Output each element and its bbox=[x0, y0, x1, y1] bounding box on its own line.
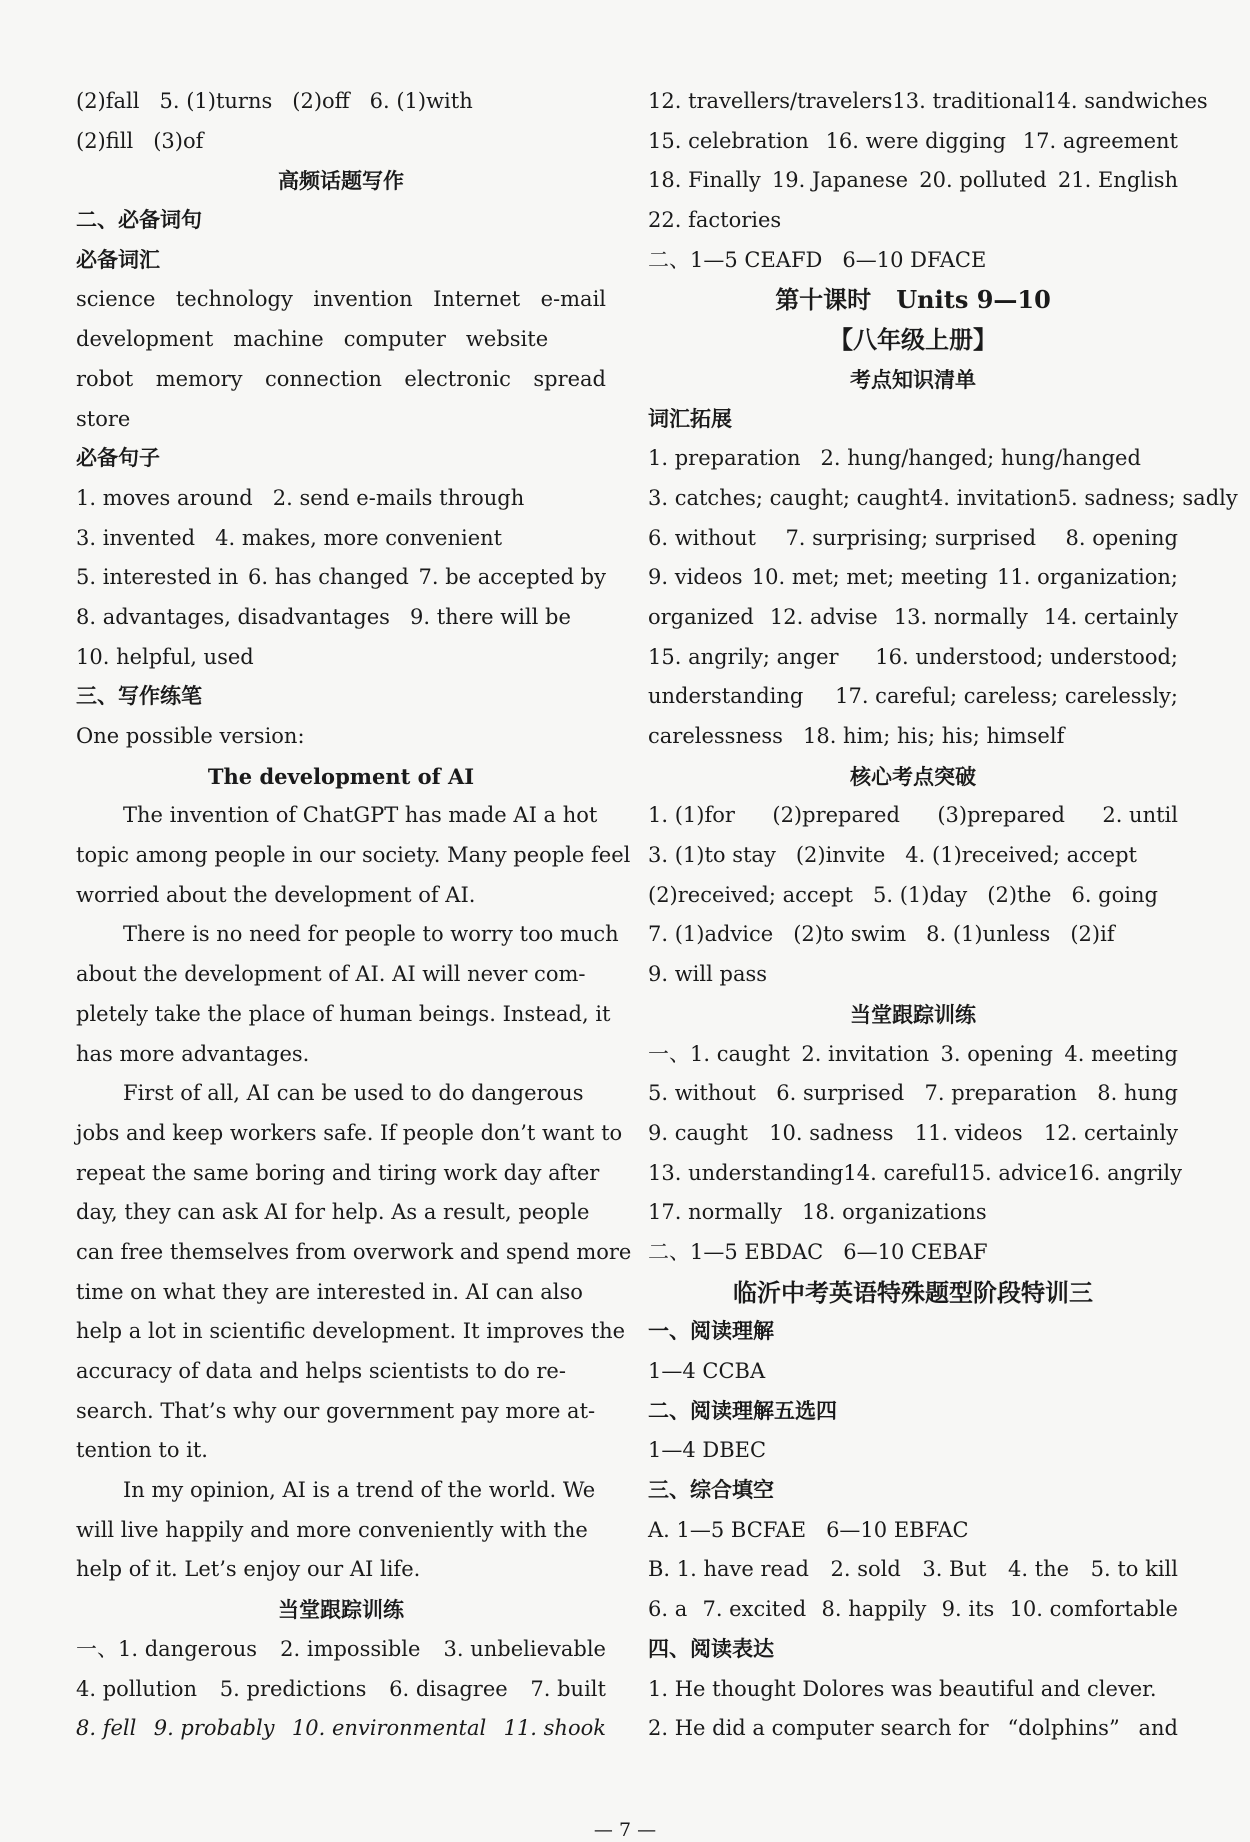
text-segment: worried about the development of AI. bbox=[76, 882, 476, 907]
text-segment: 19. Japanese bbox=[771, 168, 909, 193]
text-segment: 10. helpful, used bbox=[76, 644, 254, 669]
right-text-line bbox=[648, 876, 1178, 916]
text-segment: 9. caught bbox=[648, 1120, 748, 1145]
right-text-line bbox=[648, 598, 1178, 638]
text-segment: 13. normally bbox=[893, 604, 1028, 629]
text-segment: 1. (1)for bbox=[648, 803, 735, 828]
right-text-line bbox=[648, 360, 1178, 400]
text-segment: 17. careful; careless; carelessly; bbox=[835, 684, 1178, 709]
text-segment: 1—4 DBEC bbox=[648, 1438, 767, 1463]
text-segment: 一、阅读理解 bbox=[648, 1319, 774, 1344]
text-segment: topic among people in our society. Many people feel bbox=[76, 843, 631, 868]
text-segment: (2)fill (3)of bbox=[76, 128, 204, 153]
text-segment: 12. certainly bbox=[1043, 1120, 1178, 1145]
text-segment: 12. advise bbox=[769, 604, 878, 629]
right-text-line bbox=[648, 201, 1178, 241]
text-segment: 10. met; met; meeting bbox=[751, 565, 988, 590]
text-segment: 5. interested in bbox=[76, 565, 239, 590]
left-text-line bbox=[76, 638, 606, 678]
left-text-line bbox=[76, 1630, 606, 1670]
text-segment: 当堂跟踪训练 bbox=[850, 1001, 976, 1027]
text-segment: 8. opening bbox=[1065, 525, 1178, 550]
text-segment: 1. moves around 2. send e-mails through bbox=[76, 485, 525, 510]
right-text-line bbox=[648, 1114, 1178, 1154]
right-text-line bbox=[648, 677, 1178, 717]
left-text-line bbox=[76, 796, 606, 836]
text-segment: help of it. Let’s enjoy our AI life. bbox=[76, 1557, 421, 1582]
text-segment: 7. (1)advice (2)to swim 8. (1)unless (2)if bbox=[648, 922, 1115, 947]
left-text-line bbox=[76, 1471, 606, 1511]
left-text-line bbox=[76, 519, 606, 559]
right-text-line bbox=[648, 400, 1178, 440]
left-text-line bbox=[76, 82, 606, 122]
left-text-line bbox=[76, 1352, 606, 1392]
text-segment: 13. understanding bbox=[648, 1160, 844, 1185]
left-text-line bbox=[76, 400, 606, 440]
left-text-line bbox=[76, 280, 606, 320]
text-segment: organized bbox=[648, 604, 754, 629]
text-segment: help a lot in scientific development. It improves the bbox=[76, 1319, 626, 1344]
right-text-line bbox=[648, 1312, 1178, 1352]
left-text-line bbox=[76, 1312, 626, 1352]
text-segment: 5. sadness; sadly bbox=[1057, 485, 1238, 510]
text-segment: 8. fell bbox=[76, 1716, 137, 1741]
text-segment: 【八年级上册】 bbox=[829, 325, 997, 355]
text-segment: 13. traditional bbox=[892, 89, 1045, 113]
text-segment: 3. But bbox=[922, 1557, 987, 1582]
left-text-line bbox=[76, 1114, 623, 1154]
text-segment: 10. environmental bbox=[291, 1716, 487, 1741]
text-segment: 15. advice bbox=[958, 1160, 1068, 1185]
right-text-line bbox=[648, 1074, 1178, 1114]
text-segment: 21. English bbox=[1057, 168, 1178, 193]
text-segment: First of all, AI can be used to do dangerous bbox=[123, 1081, 584, 1106]
text-segment: spread bbox=[533, 366, 606, 391]
text-segment: 一、1. caught bbox=[648, 1041, 790, 1066]
text-segment: jobs and keep workers safe. If people don’t want to bbox=[76, 1120, 623, 1145]
left-text-line bbox=[76, 122, 606, 162]
text-segment: pletely take the place of human beings. Instead, it bbox=[76, 1001, 611, 1026]
text-segment: 14. careful bbox=[843, 1160, 959, 1185]
text-segment: search. That’s why our government pay more at- bbox=[76, 1398, 596, 1423]
text-segment: 6. has changed bbox=[247, 565, 409, 590]
text-segment: 三、综合填空 bbox=[648, 1478, 774, 1503]
text-segment: 8. happily bbox=[821, 1597, 927, 1622]
left-text-line bbox=[76, 995, 611, 1035]
left-text-line bbox=[76, 1193, 606, 1233]
text-segment: 4. the bbox=[1007, 1557, 1070, 1582]
text-segment: 二、阅读理解五选四 bbox=[648, 1398, 837, 1423]
text-segment: There is no need for people to worry too much bbox=[123, 922, 619, 947]
text-segment: 3. (1)to stay (2)invite 4. (1)received; accept bbox=[648, 843, 1137, 868]
text-segment: 16. angrily bbox=[1067, 1160, 1182, 1185]
left-text-line bbox=[76, 955, 606, 995]
text-segment: connection bbox=[264, 366, 382, 391]
right-text-line bbox=[648, 122, 1178, 162]
left-text-line bbox=[76, 677, 606, 717]
text-segment: 16. understood; understood; bbox=[875, 644, 1178, 669]
text-segment: 二、必备词句 bbox=[76, 208, 202, 233]
text-segment: 2. until bbox=[1102, 803, 1178, 828]
left-text-line bbox=[76, 1074, 606, 1114]
left-text-line bbox=[76, 1273, 606, 1313]
left-text-line bbox=[76, 201, 606, 241]
text-segment: 15. celebration bbox=[648, 128, 809, 153]
right-text-line bbox=[648, 1273, 1178, 1313]
right-text-line bbox=[648, 241, 1178, 281]
text-segment: 5. to kill bbox=[1090, 1557, 1178, 1582]
left-text-line bbox=[76, 1511, 606, 1551]
text-segment: 3. opening bbox=[940, 1041, 1053, 1066]
right-text-line bbox=[648, 1233, 1178, 1273]
text-segment: e-mail bbox=[540, 287, 606, 312]
text-segment: can free themselves from overwork and spend more bbox=[76, 1239, 632, 1264]
text-segment: repeat the same boring and tiring work day after bbox=[76, 1160, 600, 1185]
right-text-line bbox=[648, 757, 1178, 797]
left-text-line bbox=[76, 876, 606, 916]
text-segment: 7. excited bbox=[702, 1597, 807, 1622]
right-text-line bbox=[648, 995, 1178, 1035]
text-segment: 二、1—5 CEAFD 6—10 DFACE bbox=[648, 247, 987, 272]
text-segment: 7. built bbox=[530, 1676, 606, 1701]
text-segment: 1—4 CCBA bbox=[648, 1359, 766, 1383]
left-text-line bbox=[76, 1590, 606, 1630]
text-segment: technology bbox=[175, 287, 293, 312]
text-segment: 10. sadness bbox=[769, 1120, 894, 1145]
text-segment: 14. sandwiches bbox=[1044, 89, 1208, 113]
text-segment: development machine computer website bbox=[76, 327, 549, 352]
text-segment: 14. certainly bbox=[1043, 604, 1178, 629]
text-segment: 12. travellers/travelers bbox=[648, 89, 893, 113]
text-segment: has more advantages. bbox=[76, 1041, 310, 1066]
text-segment: 18. Finally bbox=[648, 168, 761, 193]
text-segment: 6. a bbox=[648, 1597, 688, 1622]
text-segment: store bbox=[76, 406, 131, 431]
text-segment: 四、阅读表达 bbox=[648, 1636, 774, 1661]
text-segment: understanding bbox=[648, 684, 804, 709]
text-segment: time on what they are interested in. AI can also bbox=[76, 1279, 583, 1304]
text-segment: 3. catches; caught; caught bbox=[648, 485, 930, 510]
right-text-line bbox=[648, 1670, 1178, 1710]
text-segment: 9. probably bbox=[153, 1716, 275, 1741]
text-segment: 2. sold bbox=[830, 1557, 901, 1582]
right-text-line bbox=[648, 915, 1178, 955]
right-text-line bbox=[648, 796, 1178, 836]
text-segment: (2)prepared bbox=[772, 803, 900, 828]
left-text-line bbox=[76, 161, 606, 201]
left-text-line bbox=[76, 1550, 606, 1590]
right-text-line bbox=[648, 280, 1178, 320]
left-text-line bbox=[76, 1154, 606, 1194]
text-segment: 6. surprised bbox=[776, 1081, 905, 1106]
text-segment: 3. unbelievable bbox=[443, 1636, 606, 1661]
text-segment: 10. comfortable bbox=[1009, 1597, 1178, 1622]
text-segment: 6. disagree bbox=[389, 1676, 508, 1701]
text-segment: memory bbox=[155, 366, 243, 391]
right-text-line bbox=[648, 558, 1178, 598]
text-segment: 6. without bbox=[648, 525, 756, 550]
text-segment: 2. impossible bbox=[280, 1636, 421, 1661]
left-column bbox=[76, 82, 632, 1749]
text-segment: The invention of ChatGPT has made AI a hot bbox=[123, 803, 598, 828]
text-segment: 9. will pass bbox=[648, 962, 768, 987]
right-text-line bbox=[648, 479, 1238, 519]
text-segment: A. 1—5 BCFAE 6—10 EBFAC bbox=[648, 1517, 969, 1542]
right-text-line bbox=[648, 717, 1178, 757]
text-segment: 三、写作练笔 bbox=[76, 684, 202, 709]
text-segment: (2)received; accept 5. (1)day (2)the 6. going bbox=[648, 882, 1158, 907]
text-segment: invention bbox=[313, 287, 413, 312]
left-text-line bbox=[76, 1670, 606, 1710]
right-text-line bbox=[648, 439, 1178, 479]
text-segment: 17. normally 18. organizations bbox=[648, 1200, 987, 1225]
text-segment: 1. He thought Dolores was beautiful and clever. bbox=[648, 1676, 1157, 1701]
right-text-line bbox=[648, 1511, 1178, 1551]
left-text-line bbox=[76, 598, 606, 638]
text-segment: 9. videos bbox=[648, 565, 743, 590]
text-segment: 3. invented 4. makes, more convenient bbox=[76, 525, 503, 550]
text-segment: 11. shook bbox=[503, 1716, 606, 1741]
text-segment: 必备词汇 bbox=[76, 247, 160, 272]
text-segment: 15. angrily; anger bbox=[648, 644, 839, 669]
text-segment: 4. invitation bbox=[929, 485, 1058, 510]
text-segment: 8. hung bbox=[1097, 1081, 1178, 1106]
right-text-line bbox=[648, 955, 1178, 995]
text-segment: day, they can ask AI for help. As a result, people bbox=[76, 1200, 590, 1225]
left-text-line bbox=[76, 836, 631, 876]
text-segment: robot bbox=[76, 366, 134, 391]
text-segment: The development of AI bbox=[207, 763, 475, 789]
text-segment: 9. its bbox=[941, 1597, 995, 1622]
text-segment: 2. He did a computer search for bbox=[648, 1716, 989, 1741]
text-segment: 20. polluted bbox=[919, 168, 1047, 193]
right-text-line bbox=[648, 82, 1208, 122]
right-text-line bbox=[648, 1154, 1182, 1194]
right-text-line bbox=[648, 1550, 1178, 1590]
right-column bbox=[648, 82, 1238, 1749]
left-text-line bbox=[76, 1431, 606, 1471]
left-text-line bbox=[76, 241, 606, 281]
text-segment: 第十课时 Units 9—10 bbox=[775, 285, 1051, 315]
text-segment: 11. organization; bbox=[997, 565, 1178, 590]
text-segment: 必备句子 bbox=[76, 446, 160, 471]
text-segment: “dolphins” bbox=[1007, 1716, 1120, 1741]
text-segment: 8. advantages, disadvantages 9. there will be bbox=[76, 604, 571, 629]
text-segment: 7. be accepted by bbox=[418, 565, 606, 590]
left-text-line bbox=[76, 1709, 606, 1749]
right-text-line bbox=[648, 1352, 1178, 1392]
text-segment: 当堂跟踪训练 bbox=[278, 1597, 404, 1623]
text-segment: 7. preparation bbox=[924, 1081, 1077, 1106]
left-text-line bbox=[76, 1035, 606, 1075]
right-text-line bbox=[648, 161, 1178, 201]
text-segment: 词汇拓展 bbox=[648, 406, 732, 431]
left-text-line bbox=[76, 479, 606, 519]
text-segment: (3)prepared bbox=[937, 803, 1065, 828]
text-segment: 高频话题写作 bbox=[278, 168, 404, 194]
left-text-line bbox=[76, 360, 606, 400]
right-text-line bbox=[648, 1471, 1178, 1511]
text-segment: and bbox=[1138, 1716, 1178, 1741]
text-segment: 5. without bbox=[648, 1081, 756, 1106]
text-segment: 1. preparation 2. hung/hanged; hung/hanged bbox=[648, 446, 1141, 471]
text-segment: 临沂中考英语特殊题型阶段特训三 bbox=[733, 1277, 1093, 1307]
text-segment: tention to it. bbox=[76, 1438, 208, 1463]
text-segment: 一、1. dangerous bbox=[76, 1636, 258, 1661]
text-segment: 5. predictions bbox=[219, 1676, 367, 1701]
right-text-line bbox=[648, 1392, 1178, 1432]
left-text-line bbox=[76, 320, 606, 360]
text-segment: (2)fall 5. (1)turns (2)off 6. (1)with bbox=[76, 89, 473, 113]
right-text-line bbox=[648, 1193, 1178, 1233]
text-segment: will live happily and more conveniently with the bbox=[76, 1517, 588, 1542]
text-segment: 16. were digging bbox=[825, 128, 1006, 153]
right-text-line bbox=[648, 1035, 1178, 1075]
left-text-line bbox=[76, 757, 606, 797]
text-segment: electronic bbox=[404, 366, 511, 391]
left-text-line bbox=[76, 439, 606, 479]
text-segment: 17. agreement bbox=[1022, 128, 1178, 153]
right-text-line bbox=[648, 1709, 1178, 1749]
left-text-line bbox=[76, 1392, 606, 1432]
right-text-line bbox=[648, 320, 1178, 360]
left-text-line bbox=[76, 558, 606, 598]
text-segment: about the development of AI. AI will never com- bbox=[76, 962, 586, 987]
text-segment: 考点知识清单 bbox=[850, 366, 976, 392]
right-text-line bbox=[648, 519, 1178, 559]
text-segment: accuracy of data and helps scientists to do re- bbox=[76, 1359, 566, 1383]
page-number: — 7 — bbox=[593, 1819, 657, 1841]
text-segment: 22. factories bbox=[648, 208, 782, 233]
text-segment: 二、1—5 EBDAC 6—10 CEBAF bbox=[648, 1239, 988, 1264]
left-text-line bbox=[76, 915, 619, 955]
text-segment: B. 1. have read bbox=[648, 1557, 809, 1582]
text-segment: science bbox=[76, 287, 156, 312]
right-text-line bbox=[648, 1590, 1178, 1630]
left-text-line bbox=[76, 1233, 632, 1273]
text-segment: 11. videos bbox=[914, 1120, 1023, 1145]
right-text-line bbox=[648, 1431, 1178, 1471]
text-segment: Internet bbox=[433, 287, 521, 312]
text-segment: In my opinion, AI is a trend of the world. We bbox=[123, 1478, 596, 1503]
left-text-line bbox=[76, 717, 606, 757]
right-text-line bbox=[648, 836, 1178, 876]
text-segment: 4. meeting bbox=[1064, 1041, 1178, 1066]
text-segment: carelessness 18. him; his; his; himself bbox=[648, 724, 1065, 748]
text-segment: One possible version: bbox=[76, 724, 305, 748]
right-text-line bbox=[648, 638, 1178, 678]
text-segment: 7. surprising; surprised bbox=[785, 525, 1037, 550]
right-text-line bbox=[648, 1630, 1178, 1670]
text-segment: 2. invitation bbox=[801, 1041, 930, 1066]
text-segment: 核心考点突破 bbox=[850, 763, 976, 789]
text-segment: 4. pollution bbox=[76, 1676, 198, 1701]
